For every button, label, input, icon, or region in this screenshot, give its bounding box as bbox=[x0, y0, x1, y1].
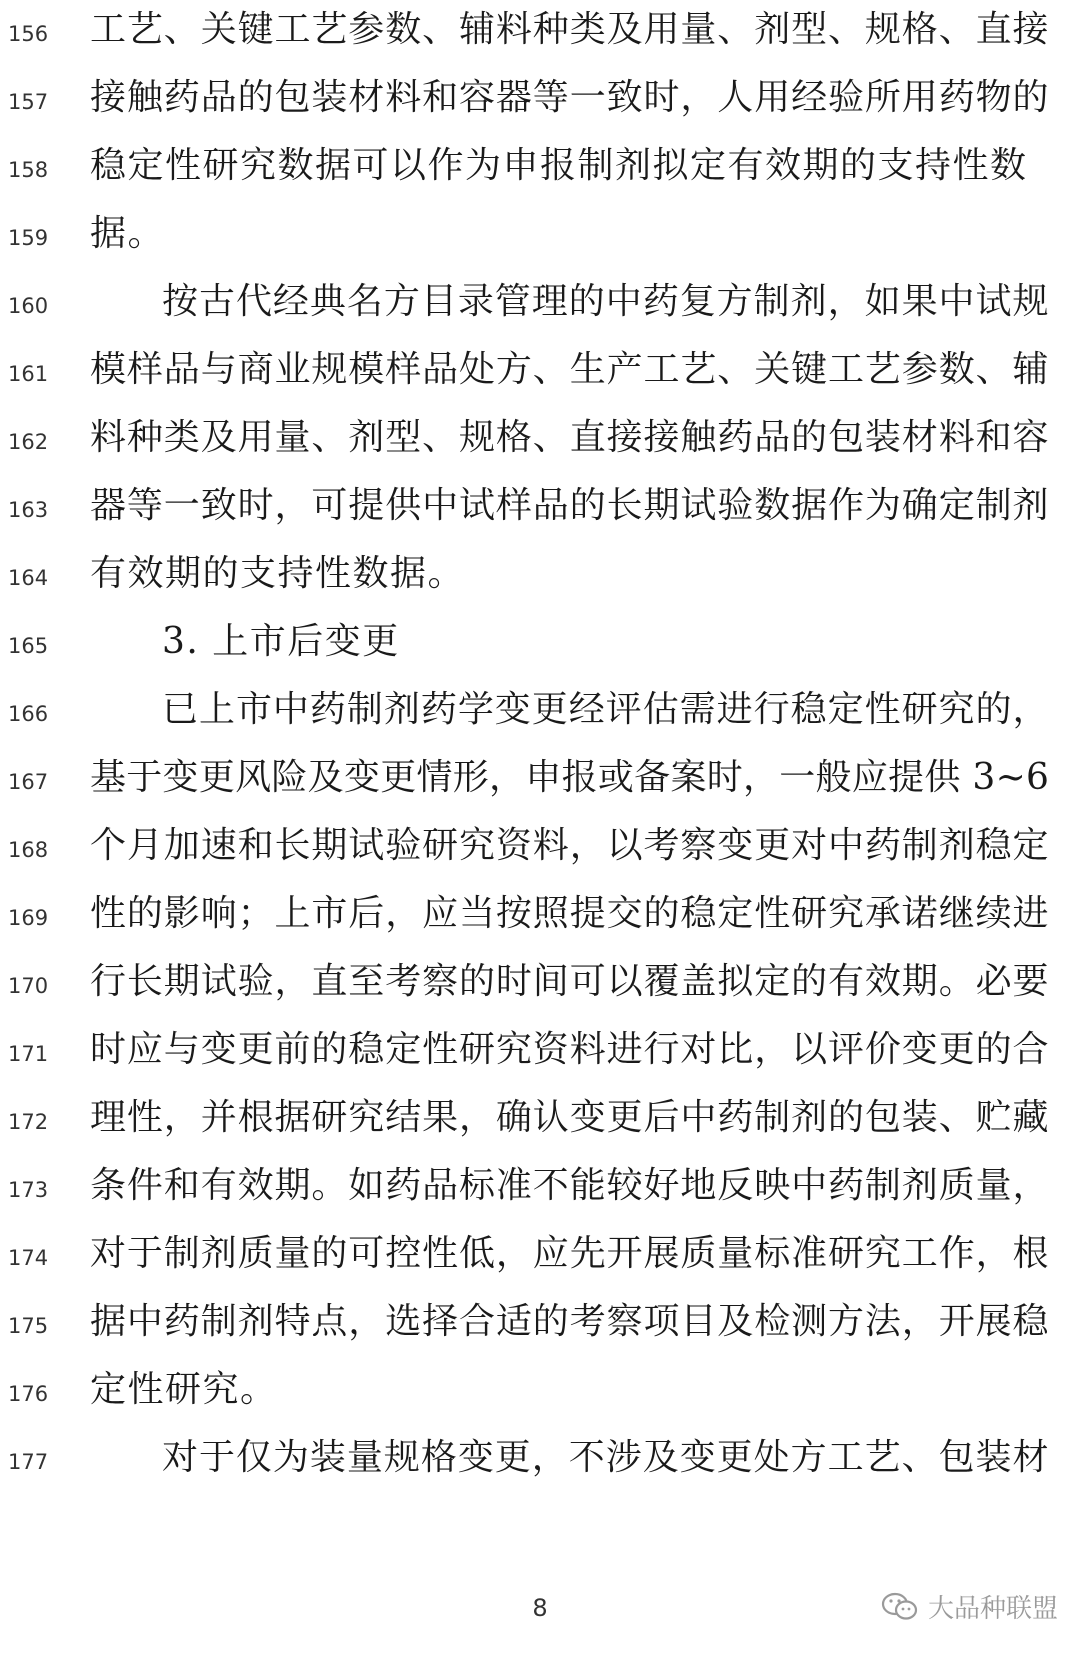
line-number: 173 bbox=[8, 1178, 49, 1202]
text-line bbox=[0, 1020, 1080, 1092]
line-number: 172 bbox=[8, 1110, 49, 1134]
line-text: 基于变更风险及变更情形，申报或备案时，一般应提供 3~6 bbox=[90, 757, 1050, 798]
line-text: 个月加速和长期试验研究资料，以考察变更对中药制剂稳定 bbox=[90, 825, 1050, 866]
line-text: 模样品与商业规模样品处方、生产工艺、关键工艺参数、辅 bbox=[90, 349, 1050, 390]
line-number: 177 bbox=[8, 1450, 49, 1474]
line-number: 164 bbox=[8, 566, 49, 590]
line-number: 170 bbox=[8, 974, 49, 998]
line-number: 171 bbox=[8, 1042, 49, 1066]
line-number: 158 bbox=[8, 158, 49, 182]
line-text: 性的影响；上市后，应当按照提交的稳定性研究承诺继续进 bbox=[90, 893, 1050, 934]
line-text: 有效期的支持性数据。 bbox=[90, 553, 466, 594]
line-text: 按古代经典名方目录管理的中药复方制剂，如果中试规 bbox=[162, 281, 1050, 322]
line-text: 已上市中药制剂药学变更经评估需进行稳定性研究的， bbox=[162, 689, 1050, 730]
line-number: 175 bbox=[8, 1314, 49, 1338]
line-number: 168 bbox=[8, 838, 49, 862]
line-number: 161 bbox=[8, 362, 49, 386]
text-line bbox=[0, 68, 1080, 140]
line-text: 据中药制剂特点，选择合适的考察项目及检测方法，开展稳 bbox=[90, 1301, 1050, 1342]
line-text: 料种类及用量、剂型、规格、直接接触药品的包装材料和容 bbox=[90, 417, 1050, 458]
line-number: 157 bbox=[8, 90, 49, 114]
text-line bbox=[0, 952, 1080, 1024]
line-text: 3. 上市后变更 bbox=[162, 621, 400, 662]
text-line bbox=[0, 680, 1080, 752]
line-number: 176 bbox=[8, 1382, 49, 1406]
line-text: 定性研究。 bbox=[90, 1369, 278, 1410]
text-line bbox=[0, 204, 1080, 276]
text-line bbox=[0, 136, 1080, 208]
line-text: 据。 bbox=[90, 213, 166, 254]
text-line bbox=[0, 1428, 1080, 1500]
text-line bbox=[0, 884, 1080, 956]
text-line bbox=[0, 1088, 1080, 1160]
line-number: 169 bbox=[8, 906, 49, 930]
line-number: 160 bbox=[8, 294, 49, 318]
line-text: 对于仅为装量规格变更，不涉及变更处方工艺、包装材 bbox=[162, 1437, 1050, 1478]
text-line bbox=[0, 0, 1080, 72]
text-line bbox=[0, 340, 1080, 412]
line-number: 174 bbox=[8, 1246, 49, 1270]
line-number: 156 bbox=[8, 22, 49, 46]
text-line bbox=[0, 1292, 1080, 1364]
text-line bbox=[0, 1360, 1080, 1432]
text-line bbox=[0, 544, 1080, 616]
text-line bbox=[0, 1224, 1080, 1296]
line-text: 条件和有效期。如药品标准不能较好地反映中药制剂质量， bbox=[90, 1165, 1050, 1206]
line-number: 166 bbox=[8, 702, 49, 726]
watermark-text: 大品种联盟 bbox=[927, 1594, 1058, 1624]
line-number: 167 bbox=[8, 770, 49, 794]
text-line bbox=[0, 408, 1080, 480]
text-line bbox=[0, 476, 1080, 548]
line-text: 行长期试验，直至考察的时间可以覆盖拟定的有效期。必要 bbox=[90, 961, 1050, 1002]
line-text: 器等一致时，可提供中试样品的长期试验数据作为确定制剂 bbox=[90, 485, 1050, 526]
line-number: 163 bbox=[8, 498, 49, 522]
page-number: 8 bbox=[532, 1594, 548, 1622]
line-text: 工艺、关键工艺参数、辅料种类及用量、剂型、规格、直接 bbox=[90, 9, 1050, 50]
text-line bbox=[0, 272, 1080, 344]
line-text: 时应与变更前的稳定性研究资料进行对比，以评价变更的合 bbox=[90, 1029, 1050, 1070]
line-number: 165 bbox=[8, 634, 49, 658]
line-number: 159 bbox=[8, 226, 49, 250]
text-line bbox=[0, 816, 1080, 888]
wechat-icon bbox=[880, 1591, 920, 1623]
line-text: 稳定性研究数据可以作为申报制剂拟定有效期的支持性数 bbox=[90, 145, 1028, 186]
line-text: 理性，并根据研究结果，确认变更后中药制剂的包装、贮藏 bbox=[90, 1097, 1050, 1138]
text-line bbox=[0, 612, 1080, 684]
watermark bbox=[880, 1588, 1058, 1625]
text-line bbox=[0, 748, 1080, 820]
line-text: 对于制剂质量的可控性低，应先开展质量标准研究工作，根 bbox=[90, 1233, 1050, 1274]
text-line bbox=[0, 1156, 1080, 1228]
line-number: 162 bbox=[8, 430, 49, 454]
line-text: 接触药品的包装材料和容器等一致时，人用经验所用药物的 bbox=[90, 77, 1050, 118]
